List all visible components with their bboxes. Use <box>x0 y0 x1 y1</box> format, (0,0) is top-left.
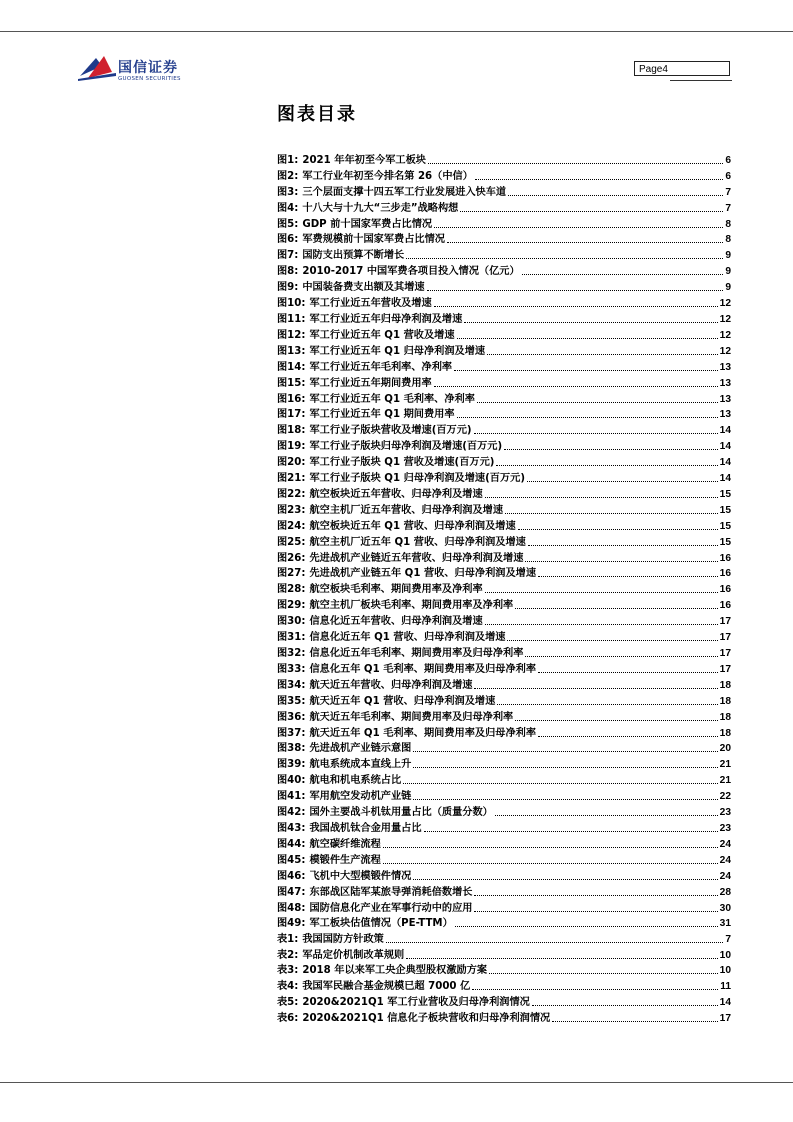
table-entry-label: 表5: <box>277 996 299 1008</box>
dot-leader <box>527 481 718 482</box>
figure-entry-label: 图13: <box>277 345 306 357</box>
dot-leader <box>552 1021 717 1022</box>
figure-entry-page: 18 <box>719 695 731 707</box>
dot-leader <box>538 672 718 673</box>
figure-entry-title: 信息化近五年营收、归母净利润及增速 <box>309 616 483 628</box>
figure-entry-page: 7 <box>725 202 731 214</box>
page-box-underline <box>670 80 732 81</box>
table-entry-label: 表3: <box>277 965 299 977</box>
figure-entry-label: 图22: <box>277 488 306 500</box>
figure-entry-title: 军工行业近五年归母净利润及增速 <box>309 313 463 325</box>
figure-entry[interactable] <box>277 421 731 437</box>
figure-entry[interactable] <box>277 771 731 787</box>
figure-entry-label: 图2: <box>277 170 299 182</box>
dot-leader <box>477 402 718 403</box>
figure-entry-label: 图17: <box>277 409 306 421</box>
figure-entry-page: 30 <box>719 902 731 914</box>
header-rule <box>0 31 793 32</box>
dot-leader <box>434 386 718 387</box>
figure-entry-title: 飞机中大型模锻件情况 <box>309 870 412 882</box>
figure-entry-page: 17 <box>719 616 731 628</box>
figure-entry-page: 24 <box>719 838 731 850</box>
figure-entry-page: 16 <box>719 552 731 564</box>
figure-entry[interactable] <box>277 310 731 326</box>
dot-leader <box>528 545 718 546</box>
dot-leader <box>383 847 718 848</box>
figure-entry-page: 14 <box>719 473 731 485</box>
footer-rule <box>0 1082 793 1083</box>
figure-entry-title: 信息化近五年毛利率、期间费用率及归母净利率 <box>309 648 524 659</box>
dot-leader <box>455 926 718 927</box>
figure-entry-title: 三个层面支撑十四五军工行业发展进入快车道 <box>302 186 507 198</box>
figure-entry[interactable] <box>277 724 731 740</box>
dot-leader <box>454 370 718 371</box>
figure-entry-title: 航空板块近五年 Q1 营收、归母净利润及增速 <box>309 520 516 532</box>
table-entry[interactable] <box>277 962 731 978</box>
figure-entry[interactable] <box>277 899 731 915</box>
figure-entry-label: 图26: <box>277 552 306 564</box>
figure-entry-label: 图14: <box>277 361 306 373</box>
figure-entry-page: 23 <box>719 822 731 834</box>
figure-entry-page: 9 <box>725 282 731 294</box>
figure-entry-label: 图45: <box>277 854 306 866</box>
figure-entry-label: 图33: <box>277 663 306 675</box>
figure-entry-title: 2021 年年初至今军工板块 <box>302 154 426 166</box>
table-entry-label: 表2: <box>277 949 299 961</box>
figure-entry-label: 图10: <box>277 298 306 310</box>
table-entry-title: 2018 年以来军工央企典型股权激励方案 <box>302 965 488 977</box>
figure-entry-page: 14 <box>719 441 731 453</box>
figure-entry-page: 12 <box>719 345 731 357</box>
figure-entry-title: 航空板块毛利率、期间费用率及净利率 <box>309 584 483 596</box>
figure-entry-title: 航空主机厂近五年营收、归母净利润及增速 <box>309 504 504 516</box>
figure-entry-page: 15 <box>719 536 731 548</box>
dot-leader <box>495 815 718 816</box>
figure-entry[interactable] <box>277 262 731 278</box>
table-entry-label: 表1: <box>277 933 299 945</box>
figure-entry[interactable] <box>277 406 731 422</box>
figure-entry-label: 图15: <box>277 377 306 389</box>
figure-entry[interactable] <box>277 231 731 247</box>
figure-entry[interactable] <box>277 437 731 453</box>
table-entry-page: 17 <box>719 1012 731 1024</box>
figure-entry-page: 12 <box>719 329 731 341</box>
figure-entry-title: 军工行业子版块营收及增速(百万元) <box>309 425 472 437</box>
dot-leader <box>532 1005 718 1006</box>
figure-entry-title: 先进战机产业链示意图 <box>309 743 412 755</box>
figure-entry-page: 9 <box>725 250 731 262</box>
figure-entry-page: 16 <box>719 568 731 580</box>
figure-entry-title: GDP 前十国家军费占比情况 <box>302 218 433 230</box>
figure-entry-title: 先进战机产业链五年 Q1 营收、归母净利润及增速 <box>309 568 537 580</box>
dot-leader <box>434 227 723 228</box>
figure-entry-title: 模锻件生产流程 <box>309 854 381 866</box>
dot-leader <box>428 163 723 164</box>
figure-entry[interactable] <box>277 740 731 756</box>
figure-entry[interactable] <box>277 883 731 899</box>
figure-entry-label: 图24: <box>277 520 306 532</box>
figure-entry[interactable] <box>277 596 731 612</box>
figure-entry-title: 军工行业近五年 Q1 归母净利润及增速 <box>309 345 486 357</box>
table-entry[interactable] <box>277 930 731 946</box>
table-entry[interactable] <box>277 977 731 993</box>
logo-english-name: GUOSEN SECURITIES <box>118 76 181 82</box>
figure-entry-label: 图1: <box>277 154 299 166</box>
figure-entry-page: 14 <box>719 457 731 469</box>
figure-entry-title: 军工行业近五年毛利率、净利率 <box>309 361 453 373</box>
figure-entry-label: 图37: <box>277 727 306 739</box>
dot-leader <box>474 895 717 896</box>
figure-entry-label: 图44: <box>277 838 306 850</box>
figure-entry[interactable] <box>277 485 731 501</box>
figure-entry-page: 17 <box>719 632 731 644</box>
dot-leader <box>496 465 717 466</box>
dot-leader <box>497 704 717 705</box>
figure-entry-title: 军工行业近五年 Q1 毛利率、净利率 <box>309 393 475 405</box>
figure-entry[interactable] <box>277 183 731 199</box>
figure-entry-label: 图5: <box>277 218 299 230</box>
figure-entry-label: 图49: <box>277 918 306 930</box>
figure-entry[interactable] <box>277 660 731 676</box>
figure-entry-page: 15 <box>719 504 731 516</box>
figure-entry-title: 军工行业子版块归母净利润及增速(百万元) <box>309 441 503 453</box>
figure-entry[interactable] <box>277 501 731 517</box>
dot-leader <box>538 576 718 577</box>
figure-entry[interactable] <box>277 819 731 835</box>
figure-entry-title: 军工行业近五年营收及增速 <box>309 298 432 310</box>
figure-entry-page: 21 <box>719 775 731 787</box>
figure-entry[interactable] <box>277 612 731 628</box>
figure-entry-title: 国外主要战斗机钛用量占比（质量分数） <box>309 807 493 819</box>
dot-leader <box>413 799 717 800</box>
figure-entry-page: 17 <box>719 648 731 659</box>
dot-leader <box>406 258 723 259</box>
figure-entry-title: 航天近五年营收、归母净利润及增速 <box>309 679 473 691</box>
figure-list <box>277 151 731 930</box>
figure-entry-label: 图40: <box>277 775 306 787</box>
figure-entry-page: 12 <box>719 298 731 310</box>
figure-entry-page: 21 <box>719 759 731 771</box>
figure-entry[interactable] <box>277 453 731 469</box>
figure-entry-title: 军工板块估值情况（PE-TTM） <box>309 918 453 930</box>
dot-leader <box>485 592 718 593</box>
figure-entry-page: 13 <box>719 377 731 389</box>
figure-entry[interactable] <box>277 835 731 851</box>
figure-entry-label: 图18: <box>277 425 306 437</box>
figure-entry-title: 国防信息化产业在军事行动中的应用 <box>309 902 473 914</box>
figure-entry-title: 军工行业近五年 Q1 期间费用率 <box>309 409 455 421</box>
figure-entry-label: 图48: <box>277 902 306 914</box>
figure-entry-label: 图19: <box>277 441 306 453</box>
dot-leader <box>508 195 723 196</box>
figure-entry-title: 军工行业年初至今排名第 26（中信） <box>302 170 473 182</box>
dot-leader <box>485 624 718 625</box>
figure-entry-title: 航天近五年 Q1 营收、归母净利润及增速 <box>309 695 496 707</box>
dot-leader <box>406 958 717 959</box>
figure-entry-page: 16 <box>719 584 731 596</box>
figure-entry[interactable] <box>277 469 731 485</box>
figure-entry-label: 图7: <box>277 250 299 262</box>
table-entry-title: 2020&2021Q1 信息化子板块营收和归母净利润情况 <box>302 1012 551 1024</box>
dot-leader <box>457 338 718 339</box>
dot-leader <box>403 783 718 784</box>
figure-entry[interactable] <box>277 294 731 310</box>
figure-entry[interactable] <box>277 517 731 533</box>
figure-entry[interactable] <box>277 580 731 596</box>
dot-leader <box>474 433 718 434</box>
figure-entry-page: 14 <box>719 425 731 437</box>
figure-entry[interactable] <box>277 278 731 294</box>
table-entry-label: 表4: <box>277 981 299 993</box>
page-number-box: Page4 <box>634 61 730 76</box>
table-entry-title: 2020&2021Q1 军工行业营收及归母净利润情况 <box>302 996 530 1008</box>
figure-entry-label: 图43: <box>277 822 306 834</box>
dot-leader <box>485 497 718 498</box>
figure-entry-page: 8 <box>725 218 731 230</box>
figure-entry-page: 18 <box>719 679 731 691</box>
figure-entry-page: 6 <box>725 170 731 182</box>
figure-entry-title: 军工行业近五年期间费用率 <box>309 377 432 389</box>
figure-entry-page: 16 <box>719 600 731 612</box>
table-entry-page: 10 <box>719 965 731 977</box>
dot-leader <box>457 417 718 418</box>
figure-entry-page: 6 <box>725 154 731 166</box>
table-entry-page: 10 <box>719 949 731 961</box>
figure-entry[interactable] <box>277 358 731 374</box>
figure-entry-page: 13 <box>719 393 731 405</box>
figure-entry-page: 24 <box>719 870 731 882</box>
figure-entry-title: 中国装备费支出额及其增速 <box>302 282 425 294</box>
dot-leader <box>427 290 724 291</box>
figure-entry-title: 军费规模前十国家军费占比情况 <box>302 234 445 246</box>
figure-entry[interactable] <box>277 549 731 565</box>
figure-entry-page: 28 <box>719 886 731 898</box>
figure-entry-label: 图30: <box>277 616 306 628</box>
figure-entry-page: 13 <box>719 409 731 421</box>
dot-leader <box>505 513 718 514</box>
figure-entry-title: 航天近五年 Q1 毛利率、期间费用率及归母净利率 <box>309 727 537 739</box>
figure-entry[interactable] <box>277 151 731 167</box>
dot-leader <box>525 561 717 562</box>
figure-entry[interactable] <box>277 803 731 819</box>
table-entry-page: 7 <box>725 933 731 945</box>
figure-entry-label: 图16: <box>277 393 306 405</box>
dot-leader <box>489 973 718 974</box>
figure-entry-title: 东部战区陆军某旅导弹消耗倍数增长 <box>309 886 473 898</box>
figure-entry[interactable] <box>277 676 731 692</box>
figure-entry-page: 15 <box>719 488 731 500</box>
figure-entry-title: 信息化五年 Q1 毛利率、期间费用率及归母净利率 <box>309 663 537 675</box>
figure-entry-page: 8 <box>725 234 731 246</box>
figure-entry-label: 图46: <box>277 870 306 882</box>
table-list <box>277 930 731 1025</box>
figure-entry-page: 17 <box>719 663 731 675</box>
dot-leader <box>386 942 723 943</box>
figure-entry-title: 十八大与十九大“三步走”战略构想 <box>302 202 459 214</box>
logo-mark-icon <box>78 52 118 82</box>
dot-leader <box>475 179 723 180</box>
figure-entry-page: 31 <box>719 918 731 930</box>
figure-entry-title: 航空碳纤维流程 <box>309 838 381 850</box>
logo-chinese-name: 国信证券 <box>118 60 178 76</box>
figure-entry-title: 航电系统成本直线上升 <box>309 759 412 771</box>
figure-entry[interactable] <box>277 915 731 931</box>
figure-entry-title: 军用航空发动机产业链 <box>309 791 412 803</box>
figure-entry-label: 图42: <box>277 807 306 819</box>
figure-entry-label: 图47: <box>277 886 306 898</box>
figure-entry-title: 航电和机电系统占比 <box>309 775 402 787</box>
company-logo <box>78 52 202 86</box>
figure-entry-page: 20 <box>719 743 731 755</box>
figure-entry-label: 图31: <box>277 632 306 644</box>
dot-leader <box>460 211 723 212</box>
figure-entry[interactable] <box>277 867 731 883</box>
dot-leader <box>413 767 717 768</box>
figure-entry-title: 先进战机产业链近五年营收、归母净利润及增速 <box>309 552 524 564</box>
dot-leader <box>507 640 717 641</box>
figure-entry-label: 图11: <box>277 313 306 325</box>
figure-entry-label: 图8: <box>277 266 299 278</box>
dot-leader <box>474 688 717 689</box>
table-entry-title: 我国国防方针政策 <box>302 933 384 945</box>
figure-entry[interactable] <box>277 167 731 183</box>
figure-entry[interactable] <box>277 692 731 708</box>
dot-leader <box>515 720 717 721</box>
dot-leader <box>424 831 718 832</box>
figure-entry-page: 13 <box>719 361 731 373</box>
figure-entry[interactable] <box>277 342 731 358</box>
table-entry-title: 军品定价机制改革规则 <box>302 949 405 961</box>
figure-entry-title: 军工行业子版块 Q1 归母净利润及增速(百万元) <box>309 473 525 485</box>
figure-entry[interactable] <box>277 533 731 549</box>
dot-leader <box>538 736 718 737</box>
figure-entry-label: 图4: <box>277 202 299 214</box>
dot-leader <box>522 274 724 275</box>
figure-entry[interactable] <box>277 565 731 581</box>
figure-entry[interactable] <box>277 390 731 406</box>
figure-entry-label: 图20: <box>277 457 306 469</box>
dot-leader <box>447 242 723 243</box>
figure-entry-label: 图34: <box>277 679 306 691</box>
figure-entry-label: 图38: <box>277 743 306 755</box>
figure-entry-page: 23 <box>719 807 731 819</box>
dot-leader <box>487 354 718 355</box>
figure-entry-page: 9 <box>725 266 731 278</box>
figure-entry-page: 15 <box>719 520 731 532</box>
figure-entry-page: 22 <box>719 791 731 803</box>
figure-entry-label: 图29: <box>277 600 306 612</box>
figure-entry-label: 图27: <box>277 568 306 580</box>
figure-entry-label: 图39: <box>277 759 306 771</box>
table-entry[interactable] <box>277 993 731 1009</box>
figure-entry-label: 图12: <box>277 329 306 341</box>
figure-entry-label: 图28: <box>277 584 306 596</box>
figure-entry-page: 18 <box>719 711 731 723</box>
figure-entry-label: 图32: <box>277 648 306 659</box>
figure-entry[interactable] <box>277 628 731 644</box>
figure-entry[interactable] <box>277 644 731 660</box>
figure-entry-label: 图9: <box>277 282 299 294</box>
figure-entry-page: 18 <box>719 727 731 739</box>
dot-leader <box>518 529 718 530</box>
table-entry-title: 我国军民融合基金规模已超 7000 亿 <box>302 981 471 993</box>
table-entry-page: 14 <box>719 996 731 1008</box>
figure-entry-page: 24 <box>719 854 731 866</box>
figure-entry-title: 航天近五年毛利率、期间费用率及归母净利率 <box>309 711 514 723</box>
figure-entry[interactable] <box>277 787 731 803</box>
figure-entry-title: 信息化近五年 Q1 营收、归母净利润及增速 <box>309 632 506 644</box>
dot-leader <box>504 449 718 450</box>
dot-leader <box>383 863 718 864</box>
figure-entry-label: 图36: <box>277 711 306 723</box>
dot-leader <box>472 989 718 990</box>
figure-entry[interactable] <box>277 326 731 342</box>
table-entry-page: 11 <box>720 981 731 993</box>
figure-entry-title: 航空主机厂板块毛利率、期间费用率及净利率 <box>309 600 514 612</box>
figure-entry-label: 图3: <box>277 186 299 198</box>
figure-entry-title: 军工行业近五年 Q1 营收及增速 <box>309 329 455 341</box>
figure-entry[interactable] <box>277 246 731 262</box>
figure-entry-label: 图25: <box>277 536 306 548</box>
dot-leader <box>525 656 717 657</box>
figure-entry-label: 图41: <box>277 791 306 803</box>
figure-entry[interactable] <box>277 374 731 390</box>
figure-entry-title: 国防支出预算不断增长 <box>302 250 405 262</box>
figure-entry-title: 2010-2017 中国军费各项目投入情况（亿元） <box>302 266 520 278</box>
figure-entry[interactable] <box>277 851 731 867</box>
figure-entry-label: 图6: <box>277 234 299 246</box>
figure-entry-title: 航空主机厂近五年 Q1 营收、归母净利润及增速 <box>309 536 526 548</box>
dot-leader <box>413 879 717 880</box>
figure-entry-title: 航空板块近五年营收、归母净利及增速 <box>309 488 483 500</box>
table-entry[interactable] <box>277 946 731 962</box>
table-entry-label: 表6: <box>277 1012 299 1024</box>
figure-entry-title: 我国战机钛合金用量占比 <box>309 822 422 834</box>
figure-entry-page: 7 <box>725 186 731 198</box>
figure-entry[interactable] <box>277 755 731 771</box>
table-entry[interactable] <box>277 1009 731 1025</box>
figure-entry-label: 图35: <box>277 695 306 707</box>
figure-entry[interactable] <box>277 215 731 231</box>
dot-leader <box>515 608 717 609</box>
figure-entry-title: 军工行业子版块 Q1 营收及增速(百万元) <box>309 457 495 469</box>
figure-entry[interactable] <box>277 708 731 724</box>
dot-leader <box>434 306 718 307</box>
dot-leader <box>464 322 717 323</box>
figure-entry[interactable] <box>277 199 731 215</box>
figure-entry-label: 图21: <box>277 473 306 485</box>
figure-entry-label: 图23: <box>277 504 306 516</box>
dot-leader <box>474 911 717 912</box>
figure-entry-page: 12 <box>719 313 731 325</box>
dot-leader <box>413 751 717 752</box>
toc-title: 图表目录 <box>277 104 357 125</box>
